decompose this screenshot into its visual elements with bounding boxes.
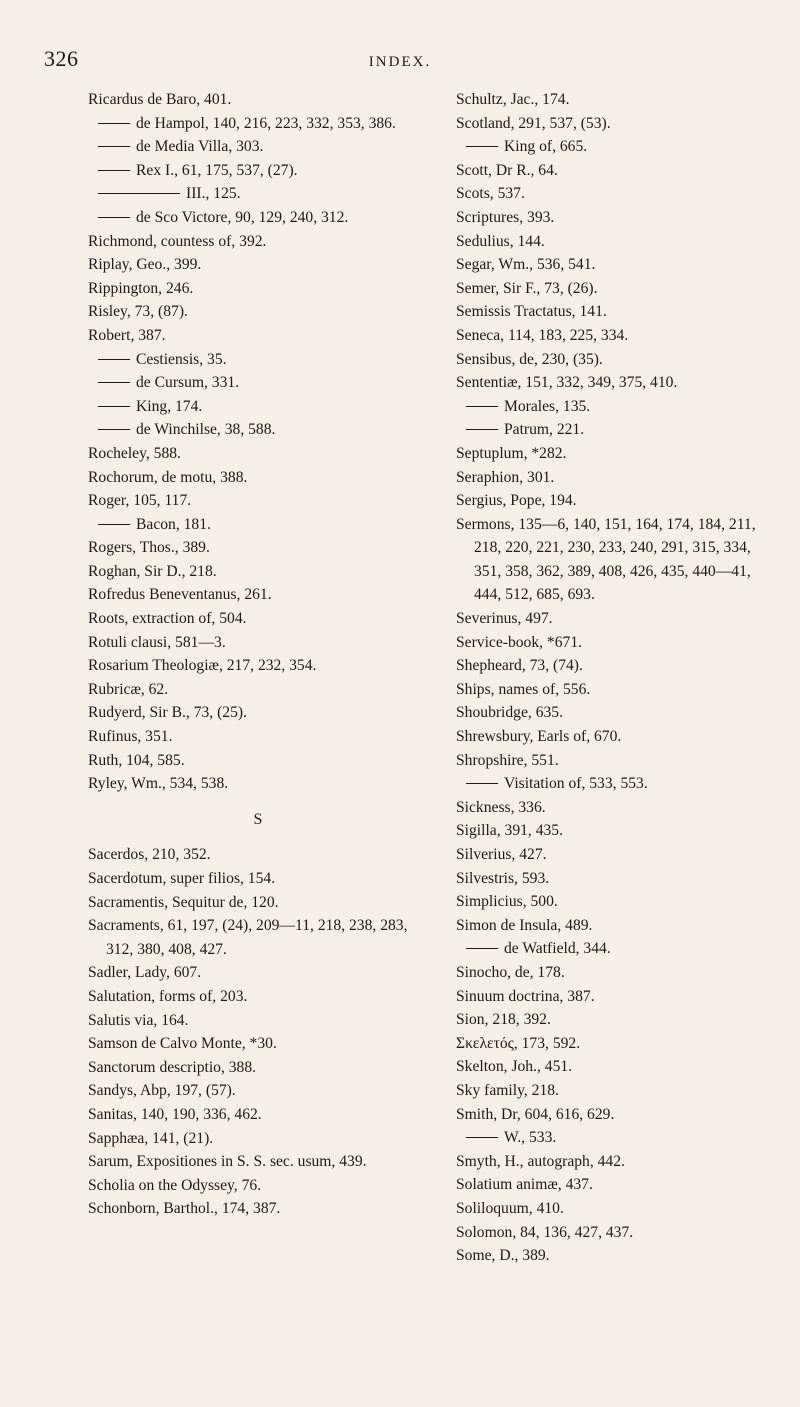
entry-text: Semer, Sir F., 73, (26). bbox=[456, 279, 598, 297]
index-entry bbox=[88, 253, 428, 277]
ditto-dash bbox=[98, 382, 130, 383]
entry-text: Bacon, 181. bbox=[136, 515, 211, 533]
entry-text: Patrum, 221. bbox=[504, 421, 585, 439]
entry-text: de Winchilse, 38, 588. bbox=[136, 421, 276, 439]
entry-text: Schonborn, Barthol., 174, 387. bbox=[88, 1200, 281, 1218]
index-entry bbox=[88, 583, 428, 607]
index-subentry bbox=[88, 112, 428, 136]
ditto-dash bbox=[98, 359, 130, 360]
entry-text: Soliloquum, 410. bbox=[456, 1199, 564, 1217]
entry-text: Riplay, Geo., 399. bbox=[88, 256, 202, 274]
index-entry bbox=[456, 701, 776, 725]
entry-text: de Watfield, 344. bbox=[504, 940, 611, 958]
entry-text: Rotuli clausi, 581—3. bbox=[88, 633, 226, 651]
index-subentry bbox=[88, 206, 428, 230]
index-entry bbox=[88, 914, 428, 961]
index-entry bbox=[456, 1221, 776, 1245]
ditto-dash bbox=[466, 146, 498, 147]
entry-text: Sedulius, 144. bbox=[456, 232, 545, 250]
index-entry bbox=[456, 206, 776, 230]
index-entry bbox=[456, 442, 776, 466]
entry-text: Salutis via, 164. bbox=[88, 1011, 189, 1029]
index-entry bbox=[456, 749, 776, 773]
entry-text: Roots, extraction of, 504. bbox=[88, 610, 247, 628]
index-column-right bbox=[456, 88, 776, 1268]
entry-text: Sergius, Pope, 194. bbox=[456, 492, 577, 510]
index-subentry bbox=[88, 395, 428, 419]
index-entry bbox=[88, 843, 428, 867]
index-entry bbox=[456, 914, 776, 938]
index-entry bbox=[88, 678, 428, 702]
section-letter-heading: S bbox=[253, 810, 263, 828]
entry-text: Scott, Dr R., 64. bbox=[456, 161, 558, 179]
entry-text: Sigilla, 391, 435. bbox=[456, 822, 563, 840]
entry-text: Rosarium Theologiæ, 217, 232, 354. bbox=[88, 657, 317, 675]
index-entry bbox=[456, 1244, 776, 1268]
entry-text: Shepheard, 73, (74). bbox=[456, 657, 583, 675]
entry-text: Rufinus, 351. bbox=[88, 728, 173, 746]
entry-text: Sensibus, de, 230, (35). bbox=[456, 350, 603, 368]
ditto-dash bbox=[466, 783, 498, 784]
index-entry bbox=[88, 1056, 428, 1080]
page-number: 326 bbox=[44, 46, 79, 71]
index-entry bbox=[456, 253, 776, 277]
entry-text: Ruth, 104, 585. bbox=[88, 751, 185, 769]
index-entry bbox=[456, 678, 776, 702]
entry-text: Sinuum doctrina, 387. bbox=[456, 987, 595, 1005]
index-entry bbox=[456, 843, 776, 867]
index-entry bbox=[456, 725, 776, 749]
entry-text: Simplicius, 500. bbox=[456, 893, 558, 911]
entry-text: Seneca, 114, 183, 225, 334. bbox=[456, 326, 629, 344]
index-entry bbox=[88, 867, 428, 891]
entry-text: Shoubridge, 635. bbox=[456, 704, 563, 722]
index-entry bbox=[88, 701, 428, 725]
index-entry bbox=[88, 961, 428, 985]
index-entry bbox=[88, 631, 428, 655]
entry-text: Sanctorum descriptio, 388. bbox=[88, 1058, 257, 1076]
entry-text: Silvestris, 593. bbox=[456, 869, 550, 887]
entry-text: Some, D., 389. bbox=[456, 1247, 550, 1265]
index-entry bbox=[456, 796, 776, 820]
index-entry bbox=[88, 1079, 428, 1103]
index-entry bbox=[88, 891, 428, 915]
index-entry bbox=[456, 1008, 776, 1032]
index-entry bbox=[456, 654, 776, 678]
ditto-dash bbox=[98, 170, 130, 171]
entry-text: Rex I., 61, 175, 537, (27). bbox=[136, 161, 298, 179]
index-entry bbox=[456, 159, 776, 183]
index-subentry bbox=[88, 348, 428, 372]
index-entry bbox=[456, 631, 776, 655]
index-entry bbox=[88, 1127, 428, 1151]
index-entry bbox=[88, 442, 428, 466]
index-subentry bbox=[88, 418, 428, 442]
index-entry bbox=[88, 749, 428, 773]
index-entry bbox=[88, 88, 428, 112]
entry-text: III., 125. bbox=[186, 185, 241, 203]
index-subentry bbox=[456, 772, 776, 796]
index-entry bbox=[456, 607, 776, 631]
index-entry bbox=[88, 1103, 428, 1127]
entry-text: Scholia on the Odyssey, 76. bbox=[88, 1176, 262, 1194]
index-entry bbox=[88, 1032, 428, 1056]
index-subentry bbox=[456, 395, 776, 419]
entry-text: Sky family, 218. bbox=[456, 1081, 559, 1099]
entry-text: Salutation, forms of, 203. bbox=[88, 987, 248, 1005]
entry-text: Sandys, Abp, 197, (57). bbox=[88, 1082, 236, 1100]
index-entry bbox=[88, 1150, 428, 1174]
ditto-dash bbox=[98, 217, 130, 218]
index-entry bbox=[456, 88, 776, 112]
entry-text: Scriptures, 393. bbox=[456, 208, 555, 226]
entry-text: W., 533. bbox=[504, 1129, 557, 1147]
index-entry bbox=[456, 1079, 776, 1103]
index-subentry bbox=[88, 135, 428, 159]
index-entry bbox=[88, 466, 428, 490]
entry-text: Service-book, *671. bbox=[456, 633, 583, 651]
entry-text: Schultz, Jac., 174. bbox=[456, 91, 570, 108]
entry-text: Richmond, countess of, 392. bbox=[88, 232, 267, 250]
index-entry bbox=[88, 324, 428, 348]
entry-text: Rofredus Beneventanus, 261. bbox=[88, 586, 272, 604]
index-entry bbox=[456, 466, 776, 490]
entry-text: Scotland, 291, 537, (53). bbox=[456, 114, 611, 132]
index-entry bbox=[456, 112, 776, 136]
index-entry bbox=[456, 1150, 776, 1174]
entry-text: Septuplum, *282. bbox=[456, 444, 567, 462]
entry-text: Shrewsbury, Earls of, 670. bbox=[456, 728, 622, 746]
index-entry bbox=[456, 371, 776, 395]
entry-text: Scots, 537. bbox=[456, 185, 525, 203]
running-title: INDEX. bbox=[368, 54, 432, 70]
entry-text: Rubricæ, 62. bbox=[88, 680, 169, 698]
ditto-dash bbox=[466, 948, 498, 949]
index-entry bbox=[88, 607, 428, 631]
entry-text: Rochorum, de motu, 388. bbox=[88, 468, 248, 486]
entry-text: de Cursum, 331. bbox=[136, 374, 240, 392]
entry-text: Silverius, 427. bbox=[456, 846, 547, 863]
entry-text: King of, 665. bbox=[504, 138, 588, 156]
entry-text: Sententiæ, 151, 332, 349, 375, 410. bbox=[456, 374, 678, 392]
ditto-dash bbox=[98, 524, 130, 525]
index-entry bbox=[456, 1055, 776, 1079]
index-entry bbox=[88, 230, 428, 254]
index-entry bbox=[88, 1197, 428, 1221]
index-entry bbox=[456, 985, 776, 1009]
index-entry bbox=[456, 300, 776, 324]
entry-text: Solomon, 84, 136, 427, 437. bbox=[456, 1223, 634, 1241]
entry-text: Severinus, 497. bbox=[456, 610, 553, 628]
index-subentry bbox=[456, 418, 776, 442]
entry-text: Roghan, Sir D., 218. bbox=[88, 562, 217, 580]
index-entry bbox=[88, 300, 428, 324]
entry-text: Shropshire, 551. bbox=[456, 751, 559, 769]
entry-text: Robert, 387. bbox=[88, 326, 166, 344]
entry-text: de Media Villa, 303. bbox=[136, 138, 264, 156]
entry-text: King, 174. bbox=[136, 397, 203, 415]
index-column-left bbox=[88, 88, 428, 1221]
entry-text: Rippington, 246. bbox=[88, 279, 194, 297]
entry-text: Sacramentis, Sequitur de, 120. bbox=[88, 893, 279, 911]
index-entry bbox=[456, 961, 776, 985]
index-entry bbox=[456, 1032, 776, 1056]
entry-text: Visitation of, 533, 553. bbox=[504, 775, 648, 793]
entry-text: Ricardus de Baro, 401. bbox=[88, 91, 232, 108]
index-entry bbox=[88, 489, 428, 513]
entry-text: Sapphæa, 141, (21). bbox=[88, 1129, 214, 1147]
entry-text: Rogers, Thos., 389. bbox=[88, 539, 210, 557]
entry-text: Rudyerd, Sir B., 73, (25). bbox=[88, 704, 247, 722]
index-entry bbox=[88, 560, 428, 584]
entry-text: Sinocho, de, 178. bbox=[456, 963, 565, 981]
ditto-dash bbox=[98, 146, 130, 147]
ditto-dash bbox=[98, 123, 130, 124]
index-subentry bbox=[88, 159, 428, 183]
ditto-dash bbox=[466, 406, 498, 407]
entry-text: Ships, names of, 556. bbox=[456, 680, 591, 698]
index-entry bbox=[456, 182, 776, 206]
index-entry bbox=[456, 513, 776, 607]
index-subentry bbox=[88, 371, 428, 395]
entry-text: Morales, 135. bbox=[504, 397, 591, 415]
entry-text: Sickness, 336. bbox=[456, 798, 546, 816]
entry-text: Ryley, Wm., 534, 538. bbox=[88, 775, 229, 793]
entry-text: Sermons, 135—6, 140, 151, 164, 174, 184, 211, 218, 220, 221, 230, 233, 240, 291, 315, 334, 351, 358, 362, 389, 408, 426, 435, 440—41, 444, 512, 685, 693. bbox=[456, 515, 756, 604]
index-entry bbox=[456, 277, 776, 301]
entry-text: Sacerdotum, super filios, 154. bbox=[88, 870, 276, 887]
entry-text: Roger, 105, 117. bbox=[88, 492, 192, 510]
entry-text: Σκελετός, 173, 592. bbox=[456, 1034, 581, 1052]
index-entry bbox=[88, 654, 428, 678]
index-entry bbox=[88, 725, 428, 749]
index-subentry bbox=[88, 513, 428, 537]
entry-text: Solatium animæ, 437. bbox=[456, 1176, 593, 1194]
entry-text: Simon de Insula, 489. bbox=[456, 916, 593, 934]
index-entry bbox=[88, 1174, 428, 1198]
entry-text: de Sco Victore, 90, 129, 240, 312. bbox=[136, 208, 349, 226]
entry-text: Sacerdos, 210, 352. bbox=[88, 846, 211, 864]
ditto-dash bbox=[98, 406, 130, 407]
index-subentry bbox=[456, 135, 776, 159]
entry-text: Semissis Tractatus, 141. bbox=[456, 303, 607, 321]
entry-text: Rocheley, 588. bbox=[88, 444, 181, 462]
entry-text: Skelton, Joh., 451. bbox=[456, 1058, 573, 1076]
index-entry bbox=[88, 277, 428, 301]
entry-text: Smyth, H., autograph, 442. bbox=[456, 1152, 625, 1170]
index-entry bbox=[88, 1009, 428, 1033]
index-entry bbox=[456, 1103, 776, 1127]
entry-text: Seraphion, 301. bbox=[456, 468, 555, 486]
entry-text: Sanitas, 140, 190, 336, 462. bbox=[88, 1105, 262, 1123]
index-entry bbox=[456, 348, 776, 372]
entry-text: Cestiensis, 35. bbox=[136, 350, 227, 368]
ditto-dash bbox=[98, 193, 180, 194]
entry-text: Segar, Wm., 536, 541. bbox=[456, 256, 596, 274]
index-entry bbox=[88, 536, 428, 560]
index-entry bbox=[456, 819, 776, 843]
index-entry bbox=[456, 230, 776, 254]
index-entry bbox=[456, 324, 776, 348]
index-entry bbox=[456, 1197, 776, 1221]
entry-text: Risley, 73, (87). bbox=[88, 303, 188, 321]
entry-text: Sarum, Expositiones in S. S. sec. usum, 439. bbox=[88, 1153, 367, 1171]
ditto-dash bbox=[98, 429, 130, 430]
index-entry bbox=[456, 890, 776, 914]
index-entry bbox=[88, 772, 428, 796]
entry-text: Sacraments, 61, 197, (24), 209—11, 218, 238, 283, 312, 380, 408, 427. bbox=[88, 917, 408, 958]
index-entry bbox=[88, 985, 428, 1009]
index-subentry bbox=[456, 937, 776, 961]
index-subentry bbox=[456, 1126, 776, 1150]
entry-text: Smith, Dr, 604, 616, 629. bbox=[456, 1105, 615, 1123]
index-subentry bbox=[88, 182, 428, 206]
entry-text: Sadler, Lady, 607. bbox=[88, 964, 202, 982]
entry-text: Sion, 218, 392. bbox=[456, 1011, 551, 1029]
index-entry bbox=[456, 1173, 776, 1197]
entry-text: Samson de Calvo Monte, *30. bbox=[88, 1035, 277, 1053]
index-entry bbox=[456, 489, 776, 513]
ditto-dash bbox=[466, 1137, 498, 1138]
ditto-dash bbox=[466, 429, 498, 430]
index-entry bbox=[456, 867, 776, 891]
entry-text: de Hampol, 140, 216, 223, 332, 353, 386. bbox=[136, 114, 396, 132]
